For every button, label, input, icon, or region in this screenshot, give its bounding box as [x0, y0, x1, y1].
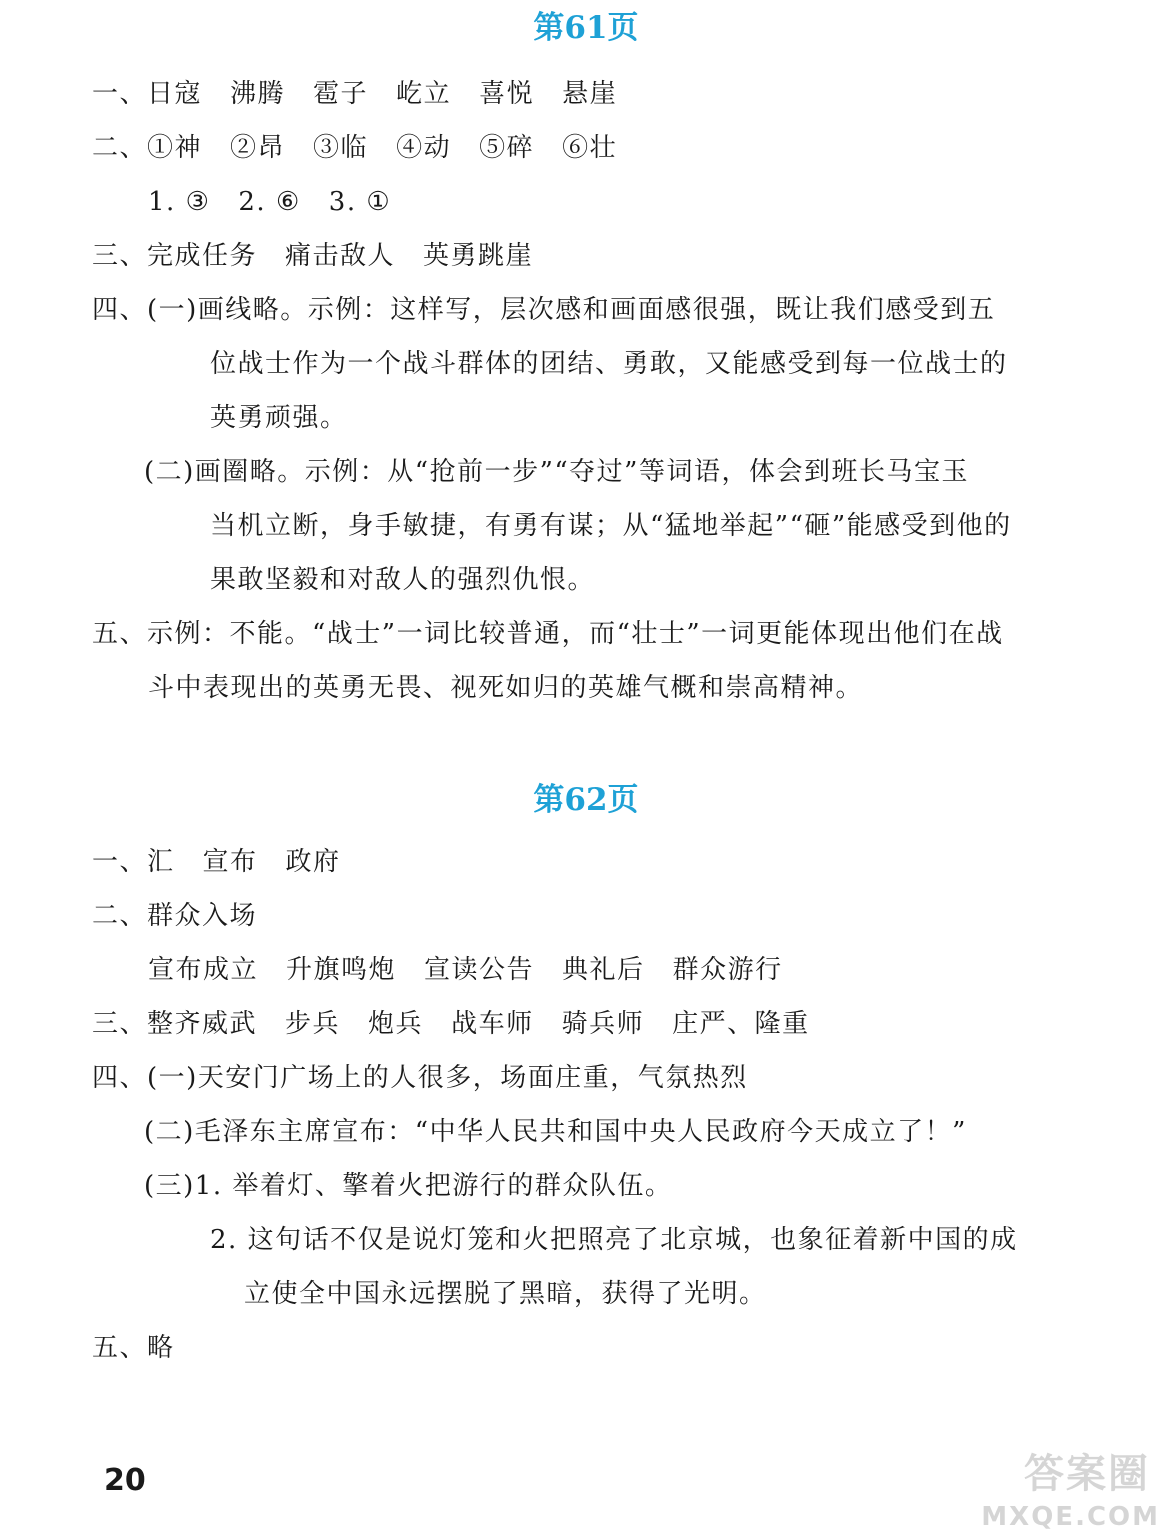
p62-q4-3-line1: (三)1. 举着灯、擎着火把游行的群众队伍。 [144, 1171, 673, 1201]
p61-q1: 一、日寇 沸腾 雹子 屹立 喜悦 悬崖 [92, 79, 618, 109]
p61-q4-2-line2: 当机立断，身手敏捷，有勇有谋；从“猛地举起”“砸”能感受到他的 [210, 511, 1012, 541]
p62-q5: 五、略 [92, 1333, 175, 1363]
page-number: 20 [104, 1463, 146, 1498]
p61-q4-2-line3: 果敢坚毅和对敌人的强烈仇恨。 [210, 565, 596, 595]
p61-q4-2-line1: (二)画圈略。示例：从“抢前一步”“夺过”等词语，体会到班长马宝玉 [144, 457, 969, 487]
p61-q5-line1: 五、示例：不能。“战士”一词比较普通，而“壮士”一词更能体现出他们在战 [92, 619, 1004, 649]
p62-q2: 二、群众入场 [92, 901, 258, 931]
watermark-logo [981, 1442, 1164, 1532]
watermark-top: 答案圈 [1024, 1451, 1150, 1497]
p62-q4-2: (二)毛泽东主席宣布：“中华人民共和国中央人民政府今天成立了！” [144, 1117, 967, 1147]
watermark-bottom: MXQE.COM [981, 1502, 1160, 1532]
p62-q4-3-line3: 立使全中国永远摆脱了黑暗，获得了光明。 [244, 1279, 767, 1309]
p62-q4-1: 四、(一)天安门广场上的人很多，场面庄重，气氛热烈 [92, 1063, 748, 1093]
p61-q2-sub: 1. ③ 2. ⑥ 3. ① [148, 187, 392, 217]
p61-q5-line2: 斗中表现出的英勇无畏、视死如归的英雄气概和崇高精神。 [148, 673, 864, 703]
p62-q2-sub: 宣布成立 升旗鸣炮 宣读公告 典礼后 群众游行 [148, 955, 783, 985]
p61-q4-1-line2: 位战士作为一个战斗群体的团结、勇敢，又能感受到每一位战士的 [210, 349, 1008, 379]
page-62-title: 第62页 [533, 782, 639, 818]
p62-q1: 一、汇 宣布 政府 [92, 847, 341, 877]
p61-q2: 二、①神 ②昂 ③临 ④动 ⑤碎 ⑥壮 [92, 133, 618, 163]
p61-q4-1-line3: 英勇顽强。 [210, 403, 348, 433]
p61-q4-1-line1: 四、(一)画线略。示例：这样写，层次感和画面感很强，既让我们感受到五 [92, 295, 996, 325]
p62-q4-3-line2: 2. 这句话不仅是说灯笼和火把照亮了北京城，也象征着新中国的成 [210, 1225, 1018, 1255]
p62-q3: 三、整齐威武 步兵 炮兵 战车师 骑兵师 庄严、隆重 [92, 1009, 810, 1039]
page-61-title: 第61页 [533, 10, 639, 46]
p61-q3: 三、完成任务 痛击敌人 英勇跳崖 [92, 241, 534, 271]
